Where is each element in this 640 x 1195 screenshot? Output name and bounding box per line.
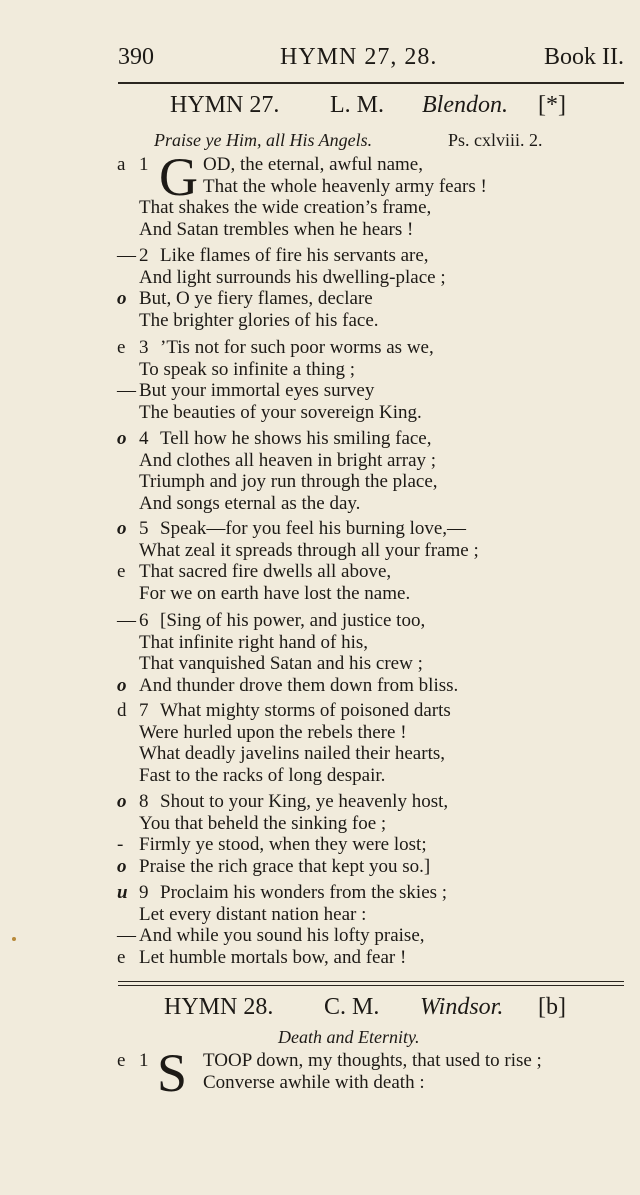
dynamic-mark: o xyxy=(117,856,127,877)
running-title: HYMN 27, 28. xyxy=(280,44,438,70)
verse-line: The brighter glories of his face. xyxy=(139,310,379,331)
verse-number: 9 xyxy=(139,882,149,903)
verse-line: And light surrounds his dwelling-place ; xyxy=(139,267,446,288)
verse-line: That shakes the wide creation’s frame, xyxy=(139,197,432,218)
verse-line: And thunder drove them down from bliss. xyxy=(139,675,459,696)
verse-number: 2 xyxy=(139,245,149,266)
verse-line: And Satan trembles when he hears ! xyxy=(139,219,414,240)
dynamic-mark: o xyxy=(117,428,127,449)
hymn-separator-bottom xyxy=(118,985,624,986)
hymn27-meter: L. M. xyxy=(330,92,384,118)
dynamic-mark: a xyxy=(117,154,126,175)
verse-number: 4 xyxy=(139,428,149,449)
running-head xyxy=(118,44,624,80)
dynamic-mark: o xyxy=(117,675,127,696)
verse-number: 6 xyxy=(139,610,149,631)
verse-line: Let humble mortals bow, and fear ! xyxy=(139,947,407,968)
verse-line: That sacred fire dwells all above, xyxy=(139,561,392,582)
dynamic-mark: o xyxy=(117,791,127,812)
verse-line: That the whole heavenly army fears ! xyxy=(203,176,487,197)
dynamic-mark: u xyxy=(117,882,128,903)
dynamic-mark: - xyxy=(117,834,124,855)
verse-line: OD, the eternal, awful name, xyxy=(203,154,423,175)
hymn27-tune: Blendon. xyxy=(422,92,508,118)
verse-line: What deadly javelins nailed their hearts, xyxy=(139,743,445,764)
verse-number: 1 xyxy=(139,1050,149,1071)
verse-line: Firmly ye stood, when they were lost; xyxy=(139,834,427,855)
dynamic-mark: e xyxy=(117,947,126,968)
book-label: Book II. xyxy=(544,44,624,70)
dynamic-mark: — xyxy=(117,925,136,946)
verse-line: You that beheld the sinking foe ; xyxy=(139,813,387,834)
hymn27-key: [*] xyxy=(538,92,566,118)
hymn-separator-top xyxy=(118,981,624,982)
verse-line: Triumph and joy run through the place, xyxy=(139,471,438,492)
verse-number: 1 xyxy=(139,154,149,175)
margin-speck xyxy=(12,937,16,941)
verse-line: Praise the rich grace that kept you so.] xyxy=(139,856,431,877)
hymn27-dropcap: G xyxy=(159,147,198,207)
verse-line: TOOP down, my thoughts, that used to rise ; xyxy=(203,1050,542,1071)
verse-line: To speak so infinite a thing ; xyxy=(139,359,356,380)
verse-number: 5 xyxy=(139,518,149,539)
verse-line: Fast to the racks of long despair. xyxy=(139,765,386,786)
hymn28-number: HYMN 28. xyxy=(164,994,274,1020)
dynamic-mark: e xyxy=(117,561,126,582)
verse-line: [Sing of his power, and justice too, xyxy=(160,610,426,631)
verse-line: And clothes all heaven in bright array ; xyxy=(139,450,437,471)
header-rule xyxy=(118,82,624,84)
verse-line: Proclaim his wonders from the skies ; xyxy=(160,882,448,903)
dynamic-mark: — xyxy=(117,380,136,401)
dynamic-mark: o xyxy=(117,518,127,539)
verse-line: Were hurled upon the rebels there ! xyxy=(139,722,407,743)
hymn27-subtitle: Praise ye Him, all His Angels. xyxy=(154,130,373,150)
verse-line: Speak—for you feel his burning love,— xyxy=(160,518,467,539)
verse-line: That infinite right hand of his, xyxy=(139,632,369,653)
dynamic-mark: — xyxy=(117,245,136,266)
dynamic-mark: — xyxy=(117,610,136,631)
page-number: 390 xyxy=(118,44,154,70)
verse-number: 7 xyxy=(139,700,149,721)
dynamic-mark: d xyxy=(117,700,127,721)
verse-line: For we on earth have lost the name. xyxy=(139,583,411,604)
verse-line: What mighty storms of poisoned darts xyxy=(160,700,451,721)
verse-line: But your immortal eyes survey xyxy=(139,380,375,401)
verse-line: What zeal it spreads through all your frame ; xyxy=(139,540,479,561)
dynamic-mark: e xyxy=(117,337,126,358)
verse-line: The beauties of your sovereign King. xyxy=(139,402,422,423)
hymn28-dropcap: S xyxy=(157,1043,188,1103)
verse-number: 3 xyxy=(139,337,149,358)
hymn28-subtitle: Death and Eternity. xyxy=(278,1027,420,1047)
verse-line: ’Tis not for such poor worms as we, xyxy=(160,337,434,358)
verse-line: That vanquished Satan and his crew ; xyxy=(139,653,423,674)
dynamic-mark: o xyxy=(117,288,127,309)
verse-line: Shout to your King, ye heavenly host, xyxy=(160,791,449,812)
verse-line: But, O ye fiery flames, declare xyxy=(139,288,373,309)
hymn28-meter: C. M. xyxy=(324,994,380,1020)
verse-line: And while you sound his lofty praise, xyxy=(139,925,425,946)
verse-number: 8 xyxy=(139,791,149,812)
hymn27-number: HYMN 27. xyxy=(170,92,280,118)
hymn28-tune: Windsor. xyxy=(420,994,504,1020)
verse-line: Like flames of fire his servants are, xyxy=(160,245,429,266)
hymn28-key: [b] xyxy=(538,994,566,1020)
verse-line: Tell how he shows his smiling face, xyxy=(160,428,432,449)
verse-line: Converse awhile with death : xyxy=(203,1072,425,1093)
verse-line: And songs eternal as the day. xyxy=(139,493,361,514)
verse-line: Let every distant nation hear : xyxy=(139,904,367,925)
dynamic-mark: e xyxy=(117,1050,126,1071)
hymn27-reference: Ps. cxlviii. 2. xyxy=(448,130,543,150)
